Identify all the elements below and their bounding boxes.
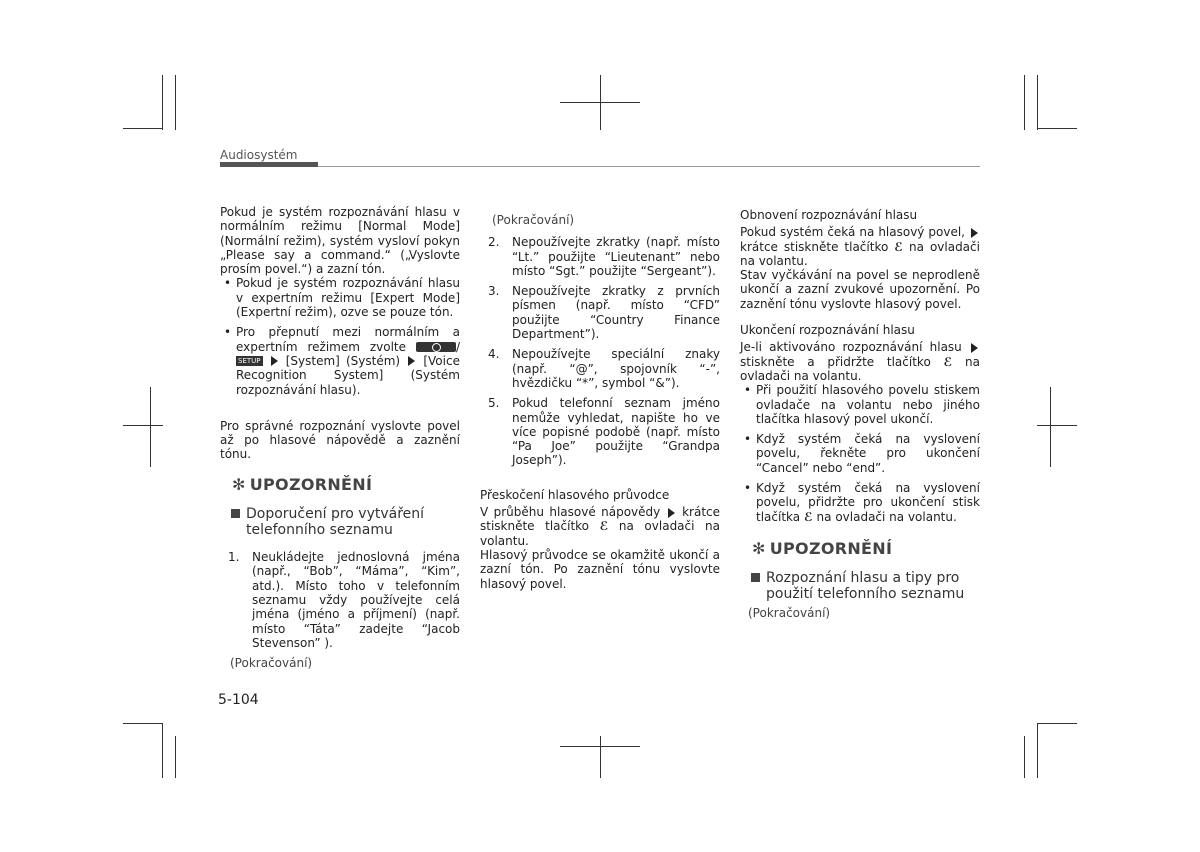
paragraph: Stav vyčkávání na povel se neprodleně ukončí a zazní zvukové upozornění. Po zaznění tónu vyslovte hlasový povel. — [740, 268, 980, 311]
crop-mark — [1037, 128, 1077, 129]
column-2 — [480, 213, 720, 591]
arrow-right-icon — [408, 356, 415, 366]
bullet-text: na ovladači na volantu. — [816, 509, 957, 524]
crop-mark — [1024, 736, 1025, 778]
continued-label: (Pokračování) — [492, 213, 575, 227]
paragraph-text: Je-li aktivováno rozpoznávání hlasu — [740, 340, 962, 355]
caution-title: UPOZORNĚNÍ — [249, 474, 373, 494]
paragraph — [740, 225, 980, 268]
list-item-text: Pokud telefonní seznam jméno nemůže vyhledat, napište ho ve více popisné podobě (např. místo “Pa Joe” použijte “Grandpa Joseph”). — [512, 396, 720, 468]
square-bullet-icon — [751, 573, 760, 582]
crop-mark — [1037, 425, 1077, 426]
crop-mark — [175, 736, 176, 778]
page-number: 5-104 — [218, 692, 259, 708]
crop-mark — [1037, 75, 1038, 130]
section-title: Audiosystém — [220, 148, 298, 162]
paragraph: Pro správné rozpoznání vyslovte povel až po hlasové nápovědě a zaznění tónu. — [220, 418, 460, 462]
caution-title: UPOZORNĚNÍ — [769, 538, 893, 558]
list-item: • Při použití hlasového povelu stiskem ovladače na volantu nebo jiného tlačítka hlasový povel ukončí. — [744, 383, 980, 426]
list-item-text: Nepoužívejte zkratky (např. místo “Lt.” použijte “Lieutenant” nebo místo “Sgt.” použijte “Sergeant”). — [512, 235, 720, 278]
crop-mark — [162, 75, 163, 130]
list-item: 1. Neukládejte jednoslovná jména (např., “Bob”, “Máma”, “Kim”, atd.). Místo toho v telefonním seznamu vždy používejte celá jména (jméno a příjmení) (např. místo “Táta” zadejte “Jacob Stevenson” ). — [228, 550, 460, 650]
asterisk-icon: ✻ — [752, 538, 766, 558]
list-item-text: Nepoužívejte zkratky z prvních písmen (např. místo “CFD” použijte “Country Finance Department”). — [512, 284, 720, 342]
paragraph: Hlasový průvodce se okamžitě ukončí a zazní tón. Po zaznění tónu vyslovte hlasový povel. — [480, 547, 720, 591]
list-item: 2. Nepoužívejte zkratky (např. místo “Lt.” použijte “Lieutenant” nebo místo “Sgt.” použijte “Sergeant”). — [488, 235, 720, 278]
arrow-right-icon — [668, 508, 675, 518]
header-bar — [220, 162, 318, 167]
column-3 — [740, 208, 980, 621]
paragraph-text: Pokud systém čeká na hlasový povel, — [740, 225, 965, 240]
paragraph-text: krátce stiskněte tlačítko — [480, 505, 720, 534]
crop-mark — [1024, 75, 1025, 130]
paragraph-text: na ovladači na volantu. — [480, 519, 720, 548]
crop-mark — [162, 723, 163, 778]
list-item: • Když systém čeká na vyslovení povelu, řekněte pro ukončení “Cancel” nebo “end”. — [744, 432, 980, 475]
voice-button-icon: ℰ — [943, 354, 953, 369]
paragraph — [740, 340, 980, 383]
crop-mark — [1037, 723, 1038, 778]
list-item: 4. Nepoužívejte speciální znaky (např. “@”, spojovník “-”, hvězdičku “*”, symbol “&”). — [488, 347, 720, 390]
crop-mark — [1037, 723, 1077, 724]
crop-mark — [175, 75, 176, 130]
crop-mark — [600, 736, 601, 778]
crop-mark — [600, 75, 601, 130]
arrow-right-icon — [271, 356, 278, 366]
subsection-title: Přeskočení hlasového průvodce — [480, 487, 670, 502]
list-item: • Pokud je systém rozpoznávání hlasu v expertním režimu [Expert Mode] (Expertní režim), ozve se pouze tón. — [224, 276, 460, 320]
bullet-text: Pro přepnutí mezi normálním a expertním režimem zvolte — [236, 325, 460, 354]
bullet-text: [System] (Systém) — [285, 353, 401, 368]
crop-mark — [123, 425, 163, 426]
list-item-text: Nepoužívejte speciální znaky (např. “@”, spojovník “-”, hvězdičku “*”, symbol “&”). — [512, 347, 720, 390]
voice-button-icon: ℰ — [803, 509, 813, 524]
setup-button-icon: SETUP — [238, 357, 261, 366]
list-item: • Když systém čeká na vyslovení povelu, přidržte pro ukončení stisk tlačítka ℰ na ovladači na volantu. — [744, 481, 980, 524]
paragraph-text: krátce stiskněte tlačítko — [740, 239, 889, 254]
settings-button-icon — [416, 342, 456, 352]
crop-mark — [123, 723, 163, 724]
voice-button-icon: ℰ — [599, 519, 609, 534]
arrow-right-icon — [971, 228, 978, 238]
list-item: 3. Nepoužívejte zkratky z prvních písmen (např. místo “CFD” použijte “Country Finance Department”). — [488, 284, 720, 342]
square-bullet-icon — [231, 509, 240, 518]
crop-mark — [123, 128, 163, 129]
caution-subheading-text: Rozpoznání hlasu a tipy pro použití telefonního seznamu — [766, 570, 965, 603]
continued-label: (Pokračování) — [748, 606, 831, 621]
list-item: 5. Pokud telefonní seznam jméno nemůže vyhledat, napište ho ve více popisné podobě (např. místo “Pa Joe” použijte “Grandpa Joseph”). — [488, 396, 720, 468]
list-item: • Pro přepnutí mezi normálním a expertním režimem zvolte / SETUP [System] (Systém) [Voice Recognition System] (Systém rozpoznávání hlasu). — [224, 325, 460, 397]
arrow-right-icon — [971, 343, 978, 353]
caution-heading — [740, 538, 980, 558]
column-1 — [220, 205, 460, 670]
caution-heading — [220, 474, 460, 494]
asterisk-icon: ✻ — [232, 474, 246, 494]
bullet-text: Když systém čeká na vyslovení povelu, přidržte pro ukončení stisk tlačítka — [756, 481, 980, 524]
bullet-text: Při použití hlasového povelu stiskem ovladače na volantu nebo jiného tlačítka hlasový povel ukončí. — [756, 383, 980, 426]
list-item-text: Neukládejte jednoslovná jména (např., “Bob”, “Máma”, “Kim”, atd.). Místo toho v telefonním seznamu vždy používejte celá jména (jméno a příjmení) (např. místo “Táta” zadejte “Jacob Stevenson” ). — [252, 550, 460, 650]
bullet-text: Když systém čeká na vyslovení povelu, řekněte pro ukončení “Cancel” nebo “end”. — [756, 432, 980, 475]
subsection-title: Obnovení rozpoznávání hlasu — [740, 208, 918, 222]
paragraph — [480, 505, 720, 548]
paragraph-text: na ovladači na volantu. — [740, 239, 980, 268]
crop-mark — [150, 387, 151, 467]
bullet-text: Pokud je systém rozpoznávání hlasu v expertním režimu [Expert Mode] (Expertní režim), ozve se pouze tón. — [236, 276, 460, 320]
caution-subheading — [740, 570, 980, 602]
caution-subheading-text: Doporučení pro vytváření telefonního seznamu — [246, 506, 425, 539]
header-rule — [318, 166, 980, 167]
crop-mark — [1050, 387, 1051, 467]
continued-label: (Pokračování) — [230, 656, 313, 671]
paragraph-text: V průběhu hlasové nápovědy — [480, 505, 661, 520]
voice-button-icon: ℰ — [894, 239, 904, 254]
subsection-title: Ukončení rozpoznávání hlasu — [740, 323, 915, 338]
paragraph-text: na ovladači na volantu. — [740, 354, 980, 383]
bullet-text: [Voice Recognition System] (Systém rozpoznávání hlasu). — [236, 353, 460, 397]
paragraph-text: stiskněte a přidržte tlačítko — [740, 354, 931, 369]
intro-paragraph: Pokud je systém rozpoznávání hlasu v normálním režimu [Normal Mode] (Normální režim), systém vysloví pokyn „Please say a command.“ („Vyslovte prosím povel.“) a zazní tón. — [220, 205, 460, 277]
caution-subheading — [220, 506, 460, 538]
